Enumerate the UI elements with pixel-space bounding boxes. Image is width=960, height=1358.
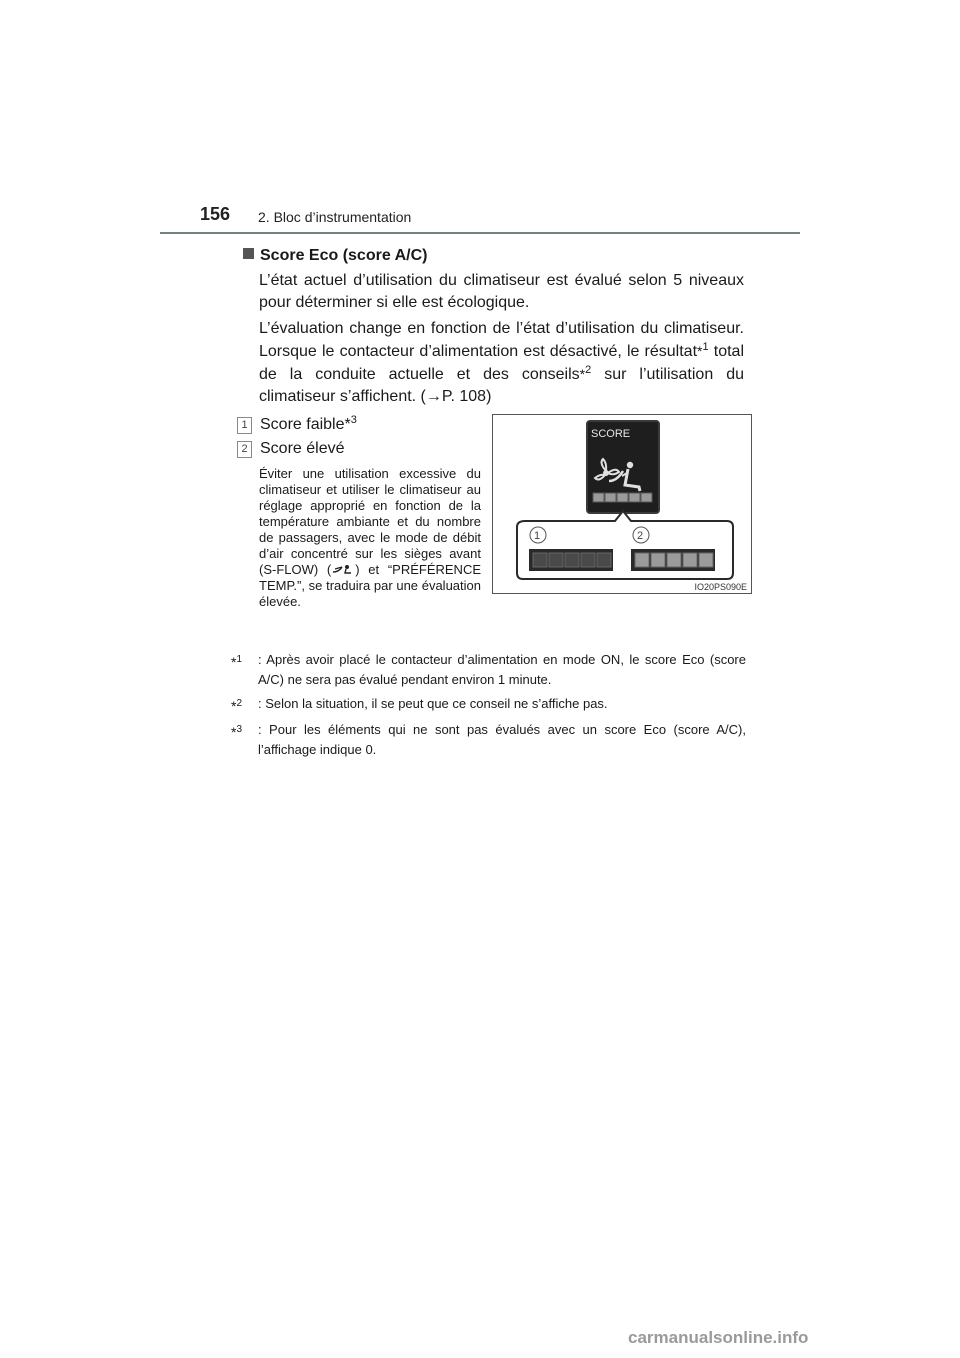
watermark-text: carmanualsonline.info (628, 1328, 809, 1347)
item-label: Score faible (260, 416, 345, 433)
eco-score-illustration (493, 415, 751, 593)
callout-number-2: 2 (637, 530, 644, 542)
footnote-1: *$^1$ : Après avoir placé le contacteur d’alimentation en mode ON, le score Eco (score A/C) ne sera pas évalué pendant environ 1 minute. (231, 652, 746, 687)
header-divider (160, 232, 800, 234)
high-score-bar (631, 549, 715, 571)
page-number: 156 (200, 204, 231, 224)
figure-code: IO20PS090E (694, 582, 747, 592)
arrow-icon: → (425, 388, 442, 405)
section-heading (243, 247, 427, 265)
square-bullet-icon (243, 248, 254, 259)
list-item-high-score (237, 440, 345, 458)
section-title-text: Score Eco (score A/C) (260, 247, 428, 264)
low-score-bar (529, 549, 613, 571)
footnote-3: *$^3$ : Pour les éléments qui ne sont pas évalués avec un score Eco (score A/C), l’affichage indique 0. (231, 722, 746, 757)
score-label: SCORE (591, 428, 631, 440)
callout-number-1: 1 (534, 530, 541, 542)
paragraph-2: L’évaluation change en fonction de l’état d’utilisation du climatiseur. Lorsque le contacteur d’alimentation est désactivé, le résultat*$^1$ total de la conduite actuelle et des conseils*$^2$ sur l’utilisation du climatiseur s’affichent. (→P. 108) (259, 320, 745, 405)
screen-score-bar (593, 493, 652, 502)
eco-score-figure (492, 414, 752, 594)
advice-note: Éviter une utilisation excessive du climatiseur et utiliser le climatiseur au réglage approprié en fonction de la température ambiante et du nombre de passagers, avec le mode de débit d’air concentré sur les sièges avant (S-FLOW) ( ) et “PRÉFÉRENCE TEMP.”, se traduira par une évaluation élevée. (259, 466, 481, 609)
item-number-badge: 1 (237, 417, 252, 434)
item-label: Score élevé (260, 440, 345, 457)
chapter-title: 2. Bloc d’instrumentation (258, 209, 412, 225)
item-number-badge: 2 (237, 441, 252, 458)
s-flow-icon (331, 563, 355, 575)
paragraph-1: L’état actuel d’utilisation du climatiseur est évalué selon 5 niveaux pour déterminer si elle est écologique. (259, 272, 744, 311)
footnote-2: *$^2$ : Selon la situation, il se peut que ce conseil ne s’affiche pas. (231, 696, 608, 714)
list-item-low-score: 1 Score faible*$^3$ (237, 414, 357, 434)
